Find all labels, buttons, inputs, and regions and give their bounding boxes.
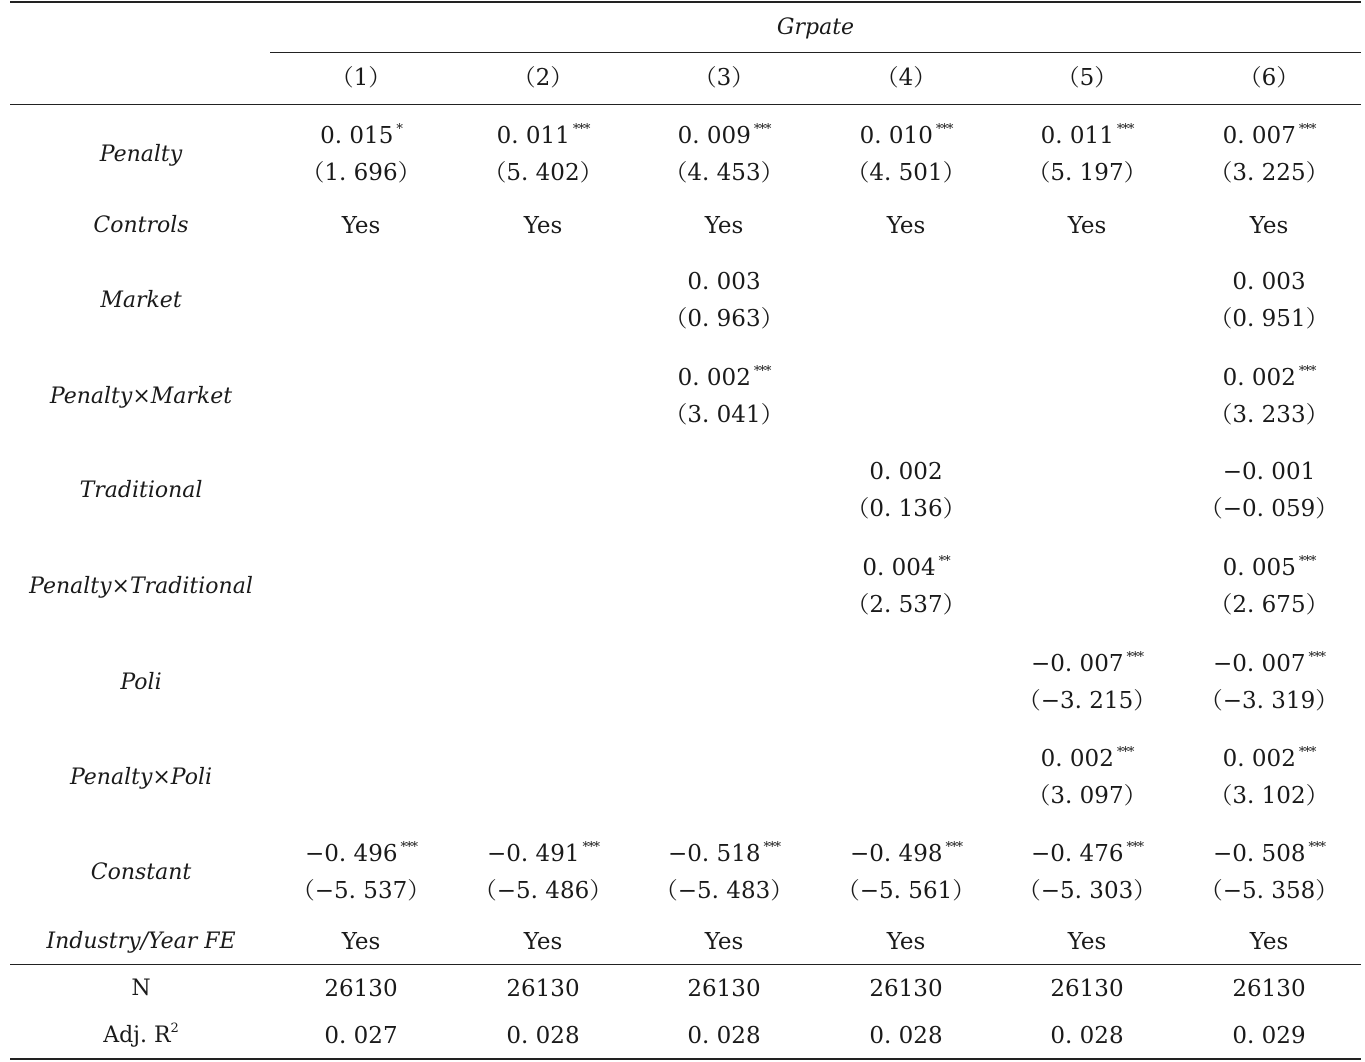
row-label: Traditional — [79, 477, 203, 503]
table-cell: Yes — [523, 929, 563, 955]
row-label: Controls — [93, 213, 189, 238]
table-cell: Yes — [886, 213, 926, 239]
coefficient-value: 0. 002 — [677, 365, 751, 391]
significance-stars: *** — [1126, 650, 1143, 665]
row-label: Penalty×Traditional — [29, 573, 253, 599]
footer-cell: 0. 028 — [1050, 1023, 1124, 1049]
t-statistic-cell: （−5. 561） — [836, 878, 976, 904]
t-statistic-cell: （3. 097） — [1027, 783, 1147, 809]
footer-cell: 26130 — [324, 976, 398, 1002]
coefficient-cell — [634, 122, 814, 154]
footer-cell: 26130 — [687, 976, 761, 1002]
coefficient-value: −0. 498 — [850, 841, 943, 867]
coefficient-cell — [997, 840, 1177, 872]
table-cell: Yes — [341, 929, 381, 955]
coefficient-cell — [997, 745, 1177, 777]
significance-stars: *** — [572, 122, 590, 137]
column-header: （4） — [875, 65, 937, 91]
table-cell: Yes — [704, 213, 744, 239]
significance-stars: * — [396, 122, 402, 137]
table-cell: Yes — [1067, 929, 1107, 955]
significance-stars: *** — [1298, 745, 1316, 760]
t-statistic-cell: （−3. 215） — [1017, 688, 1157, 714]
significance-stars: *** — [763, 840, 780, 855]
coefficient-cell — [271, 122, 451, 154]
footer-cell: 0. 027 — [324, 1023, 398, 1049]
footer-rule — [10, 964, 1361, 965]
t-statistic-cell: （3. 225） — [1209, 160, 1329, 186]
row-label: Penalty×Market — [49, 383, 233, 409]
t-statistic-cell: （−5. 537） — [291, 878, 431, 904]
t-statistic-cell: （−5. 358） — [1199, 878, 1339, 904]
coefficient-cell — [816, 122, 996, 154]
footer-row-label — [10, 1022, 272, 1053]
coefficient-cell — [997, 122, 1177, 154]
column-header: （6） — [1238, 65, 1300, 91]
significance-stars: *** — [582, 840, 599, 855]
significance-stars: *** — [753, 122, 771, 137]
significance-stars: *** — [1308, 650, 1325, 665]
coefficient-cell — [271, 840, 451, 872]
t-statistic-cell: （2. 675） — [1209, 592, 1329, 618]
table-cell: Yes — [704, 929, 744, 955]
t-statistic-cell: （0. 136） — [846, 496, 966, 522]
coefficient-value: 0. 002 — [1040, 746, 1114, 772]
column-group-rule — [270, 52, 1361, 53]
table-cell: Yes — [523, 213, 563, 239]
row-label: Industry/Year FE — [46, 929, 236, 954]
coefficient-cell — [816, 554, 996, 586]
column-header: （5） — [1056, 65, 1118, 91]
t-statistic-cell: （−5. 483） — [654, 878, 794, 904]
significance-stars: *** — [1308, 840, 1325, 855]
coefficient-value: −0. 476 — [1031, 841, 1124, 867]
footer-row-label — [10, 975, 272, 1003]
t-statistic-cell: （0. 963） — [664, 306, 784, 332]
row-label: Constant — [90, 859, 192, 885]
t-statistic-cell: （3. 233） — [1209, 402, 1329, 428]
t-statistic-cell: （5. 402） — [483, 160, 603, 186]
row-label: Poli — [120, 669, 162, 695]
table-cell: Yes — [341, 213, 381, 239]
footer-cell: 0. 028 — [506, 1023, 580, 1049]
coefficient-value: 0. 004 — [862, 555, 936, 581]
coefficient-value: 0. 003 — [687, 269, 761, 295]
t-statistic-cell: （3. 041） — [664, 402, 784, 428]
table-top-rule — [10, 1, 1361, 3]
coefficient-value: 0. 005 — [1222, 555, 1296, 581]
footer-cell: 26130 — [506, 976, 580, 1002]
table-cell: Yes — [1249, 213, 1289, 239]
coefficient-value: −0. 007 — [1031, 651, 1124, 677]
t-statistic-cell: （4. 453） — [664, 160, 784, 186]
significance-stars: *** — [1298, 554, 1316, 569]
significance-stars: *** — [1298, 122, 1316, 137]
column-header: （2） — [512, 65, 574, 91]
dependent-variable-header: Grpate — [776, 15, 855, 40]
t-statistic-cell: （3. 102） — [1209, 783, 1329, 809]
significance-stars: ** — [938, 554, 950, 569]
row-label: Penalty — [99, 141, 183, 167]
coefficient-value: 0. 015 — [320, 123, 394, 149]
coefficient-cell — [816, 840, 996, 872]
t-statistic-cell: （−5. 303） — [1017, 878, 1157, 904]
footer-label-text: N — [131, 976, 151, 1001]
table-cell: Yes — [1067, 213, 1107, 239]
significance-stars: *** — [935, 122, 953, 137]
coefficient-value: 0. 009 — [677, 123, 751, 149]
coefficient-cell — [634, 268, 814, 296]
t-statistic-cell: （−0. 059） — [1199, 496, 1339, 522]
t-statistic-cell: （1. 696） — [301, 160, 421, 186]
footer-cell: 0. 029 — [1232, 1023, 1306, 1049]
footer-cell: 26130 — [1050, 976, 1124, 1002]
coefficient-cell — [1179, 458, 1359, 486]
coefficient-value: −0. 508 — [1213, 841, 1306, 867]
t-statistic-cell: （5. 197） — [1027, 160, 1147, 186]
coefficient-value: −0. 518 — [668, 841, 761, 867]
significance-stars: *** — [945, 840, 962, 855]
coefficient-cell — [634, 840, 814, 872]
significance-stars: *** — [1116, 122, 1134, 137]
coefficient-cell — [997, 650, 1177, 682]
t-statistic-cell: （4. 501） — [846, 160, 966, 186]
footer-label-superscript: 2 — [170, 1021, 179, 1036]
coefficient-value: 0. 003 — [1232, 269, 1306, 295]
coefficient-value: 0. 011 — [496, 123, 570, 149]
coefficient-cell — [1179, 745, 1359, 777]
significance-stars: *** — [1126, 840, 1143, 855]
column-header: （1） — [330, 65, 392, 91]
coefficient-cell — [634, 364, 814, 396]
coefficient-value: 0. 011 — [1040, 123, 1114, 149]
column-header: （3） — [693, 65, 755, 91]
coefficient-cell — [1179, 122, 1359, 154]
row-label: Penalty×Poli — [69, 764, 213, 790]
coefficient-value: −0. 001 — [1222, 459, 1316, 485]
coefficient-value: 0. 007 — [1222, 123, 1296, 149]
coefficient-value: −0. 496 — [305, 841, 398, 867]
coefficient-cell — [1179, 554, 1359, 586]
coefficient-value: 0. 002 — [1222, 365, 1296, 391]
t-statistic-cell: （−3. 319） — [1199, 688, 1339, 714]
significance-stars: *** — [1116, 745, 1134, 760]
coefficient-cell — [453, 840, 633, 872]
coefficient-cell — [816, 458, 996, 486]
significance-stars: *** — [400, 840, 417, 855]
table-cell: Yes — [886, 929, 926, 955]
table-bottom-rule — [10, 1058, 1361, 1060]
t-statistic-cell: （−5. 486） — [473, 878, 613, 904]
coefficient-cell — [1179, 840, 1359, 872]
coefficient-value: −0. 007 — [1213, 651, 1306, 677]
t-statistic-cell: （2. 537） — [846, 592, 966, 618]
table-cell: Yes — [1249, 929, 1289, 955]
coefficient-value: 0. 002 — [1222, 746, 1296, 772]
row-label: Market — [100, 287, 182, 313]
footer-label-text: Adj. R — [103, 1023, 171, 1048]
coefficient-value: 0. 002 — [869, 459, 943, 485]
coefficient-value: 0. 010 — [859, 123, 933, 149]
coefficient-cell — [453, 122, 633, 154]
significance-stars: *** — [1298, 364, 1316, 379]
t-statistic-cell: （0. 951） — [1209, 306, 1329, 332]
header-rule — [10, 104, 1361, 105]
footer-cell: 0. 028 — [869, 1023, 943, 1049]
footer-cell: 26130 — [869, 976, 943, 1002]
coefficient-value: −0. 491 — [487, 841, 580, 867]
footer-cell: 0. 028 — [687, 1023, 761, 1049]
significance-stars: *** — [753, 364, 771, 379]
footer-cell: 26130 — [1232, 976, 1306, 1002]
coefficient-cell — [1179, 364, 1359, 396]
coefficient-cell — [1179, 650, 1359, 682]
coefficient-cell — [1179, 268, 1359, 296]
